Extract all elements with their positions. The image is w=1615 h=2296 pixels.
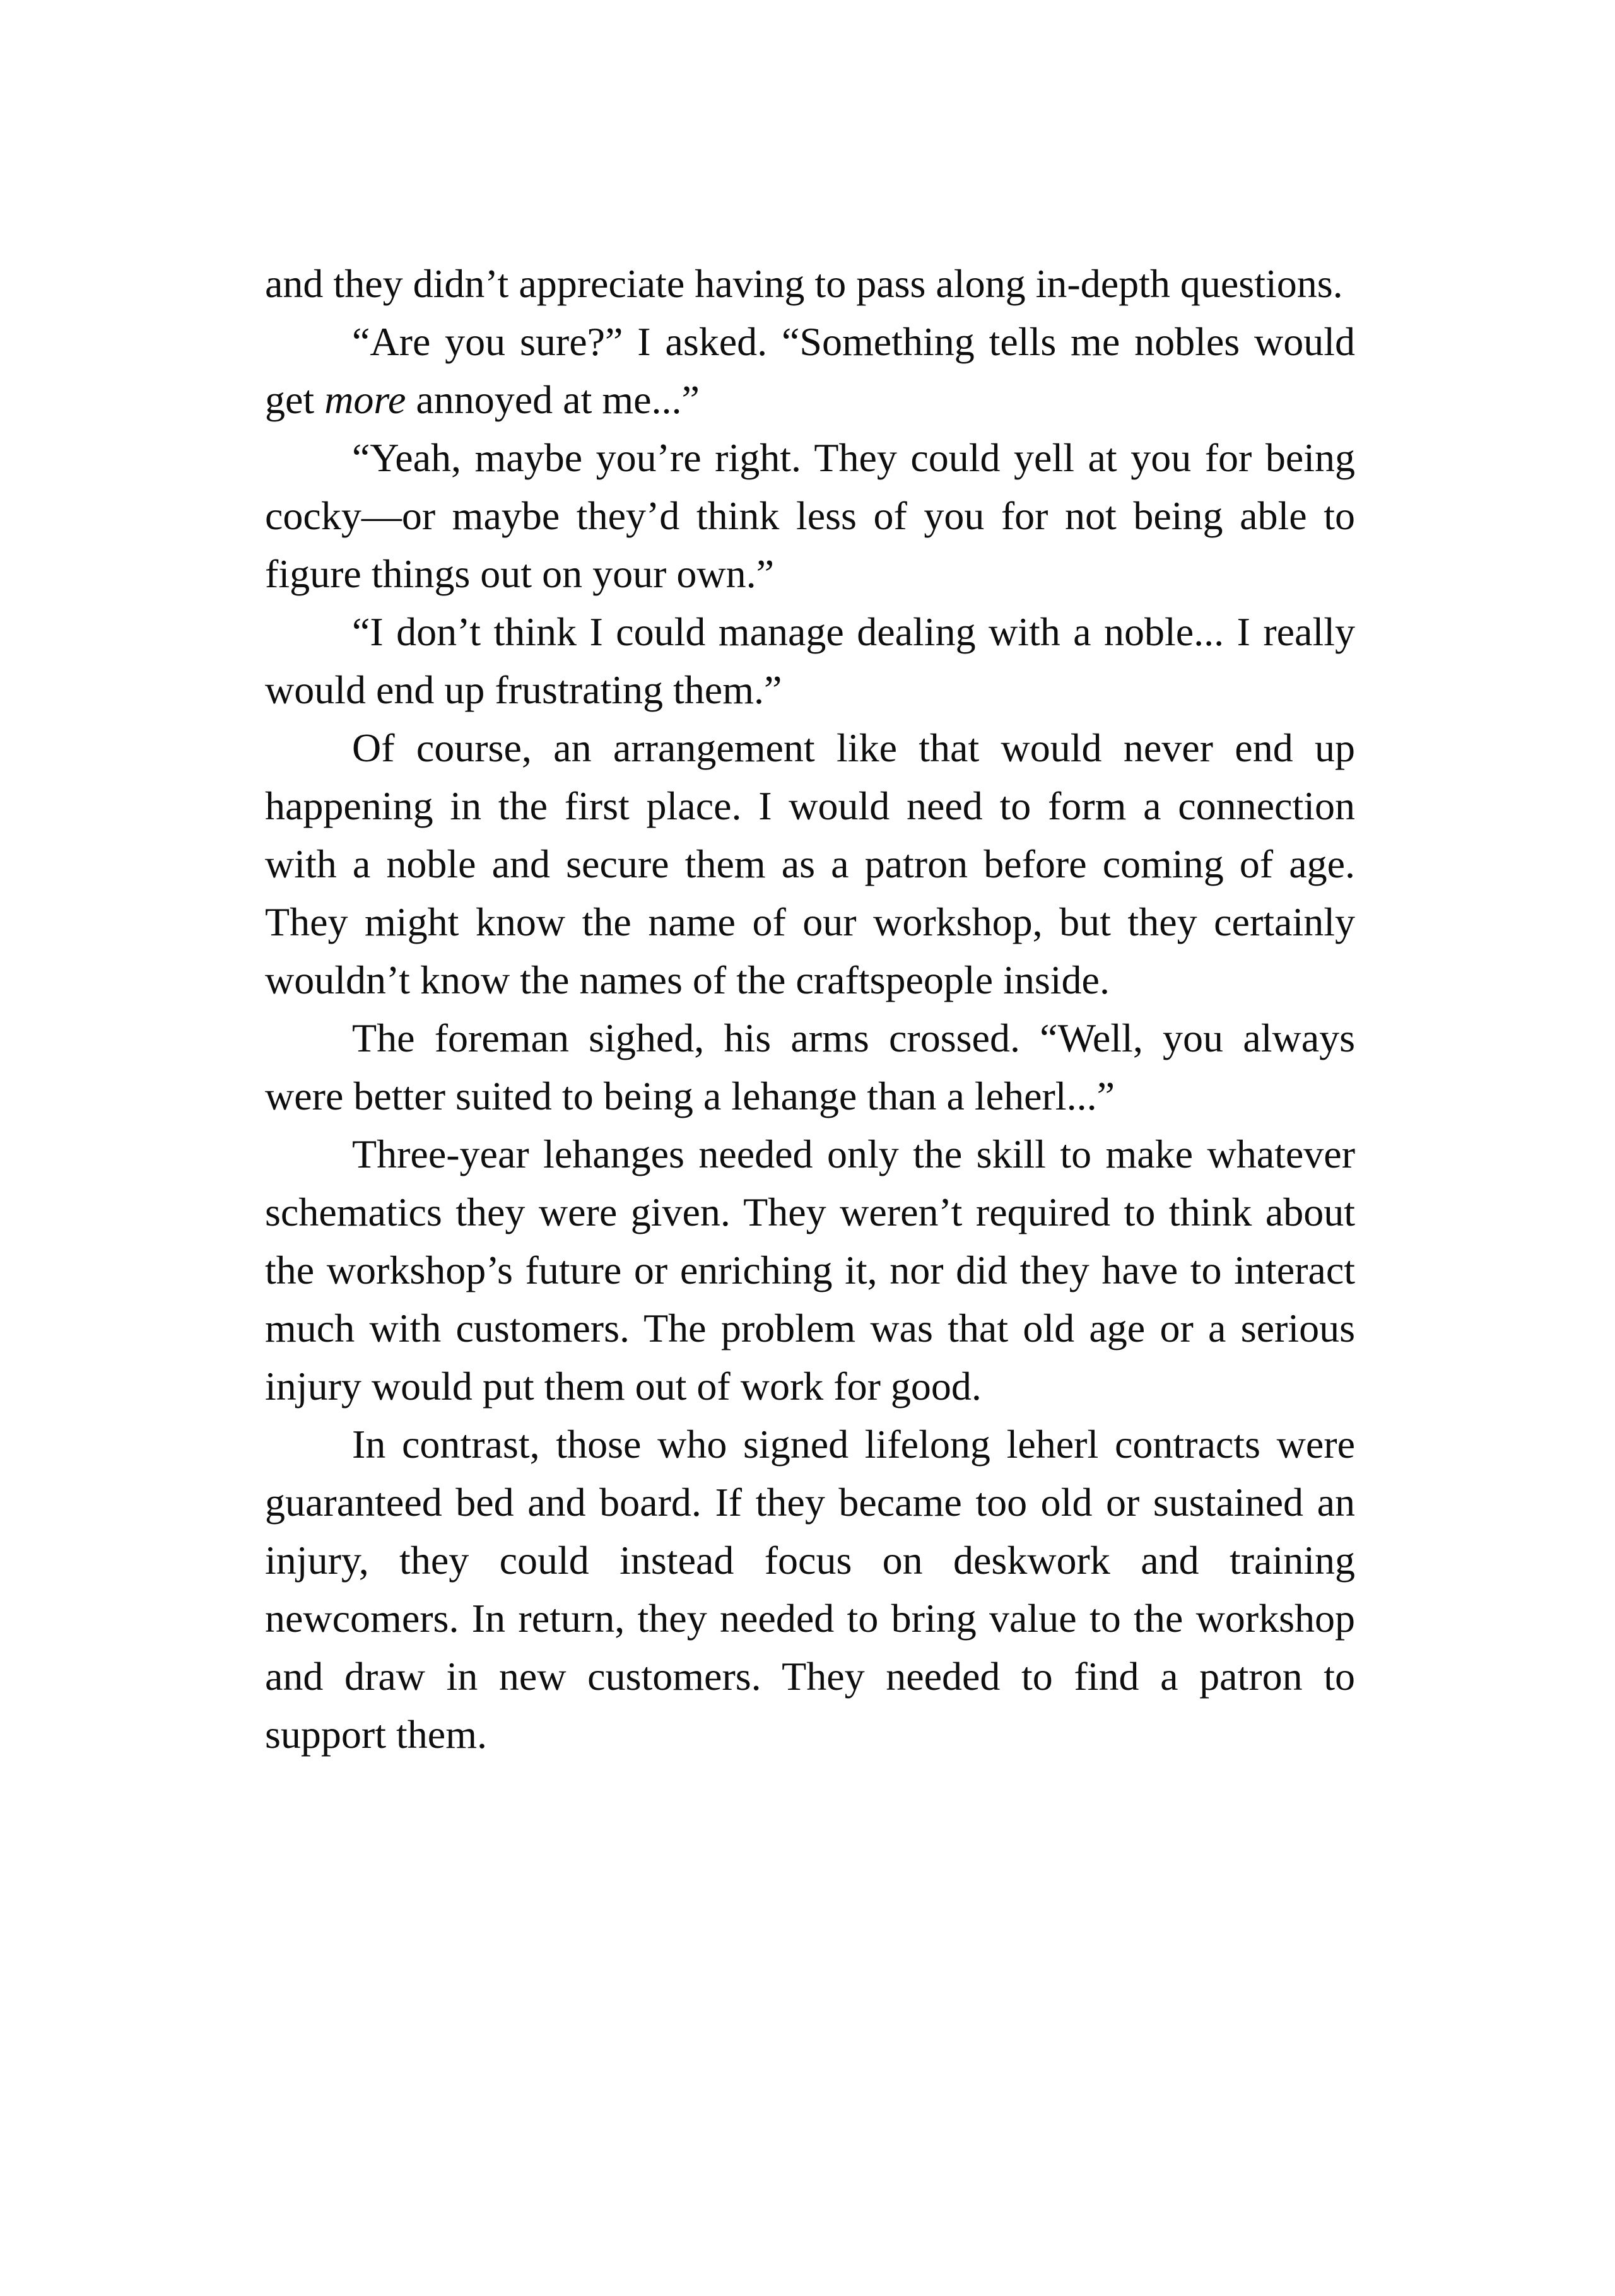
paragraph-text: annoyed at me...”: [406, 377, 700, 422]
paragraph: In contrast, those who signed lifelong leherl contracts were guaranteed bed and board. If they became too old or sustained an injury, they could instead focus on deskwork and training newcomers. In return, they needed to bring value to the workshop and draw in new customers. They needed to find a patron to support them.: [265, 1422, 1355, 1757]
paragraph: “I don’t think I could manage dealing with a noble... I really would end up frustrating them.”: [265, 609, 1355, 712]
paragraph: Three-year lehanges needed only the skill to make whatever schematics they were given. They weren’t required to think about the workshop’s future or enriching it, nor did they have to interact much with customers. The problem was that old age or a serious injury would put them out of work for good.: [265, 1132, 1355, 1409]
paragraph: The foreman sighed, his arms crossed. “Well, you always were better suited to being a lehange than a leherl...”: [265, 1016, 1355, 1118]
paragraph: [265, 313, 1355, 429]
paragraph: Of course, an arrangement like that would never end up happening in the first place. I would need to form a connection with a noble and secure them as a patron before coming of age. They might know the name of our workshop, but they certainly wouldn’t know the names of the craftspeople inside.: [265, 725, 1355, 1002]
paragraph-text: “Are you sure?” I asked. “Something tells me nobles would get: [265, 319, 1355, 422]
paragraph: and they didn’t appreciate having to pass along in-depth questions.: [265, 261, 1343, 306]
page-text: [265, 255, 1355, 1764]
paragraph: “Yeah, maybe you’re right. They could yell at you for being cocky—or maybe they’d think less of you for not being able to figure things out on your own.”: [265, 435, 1355, 596]
italic-word: more: [324, 377, 406, 422]
